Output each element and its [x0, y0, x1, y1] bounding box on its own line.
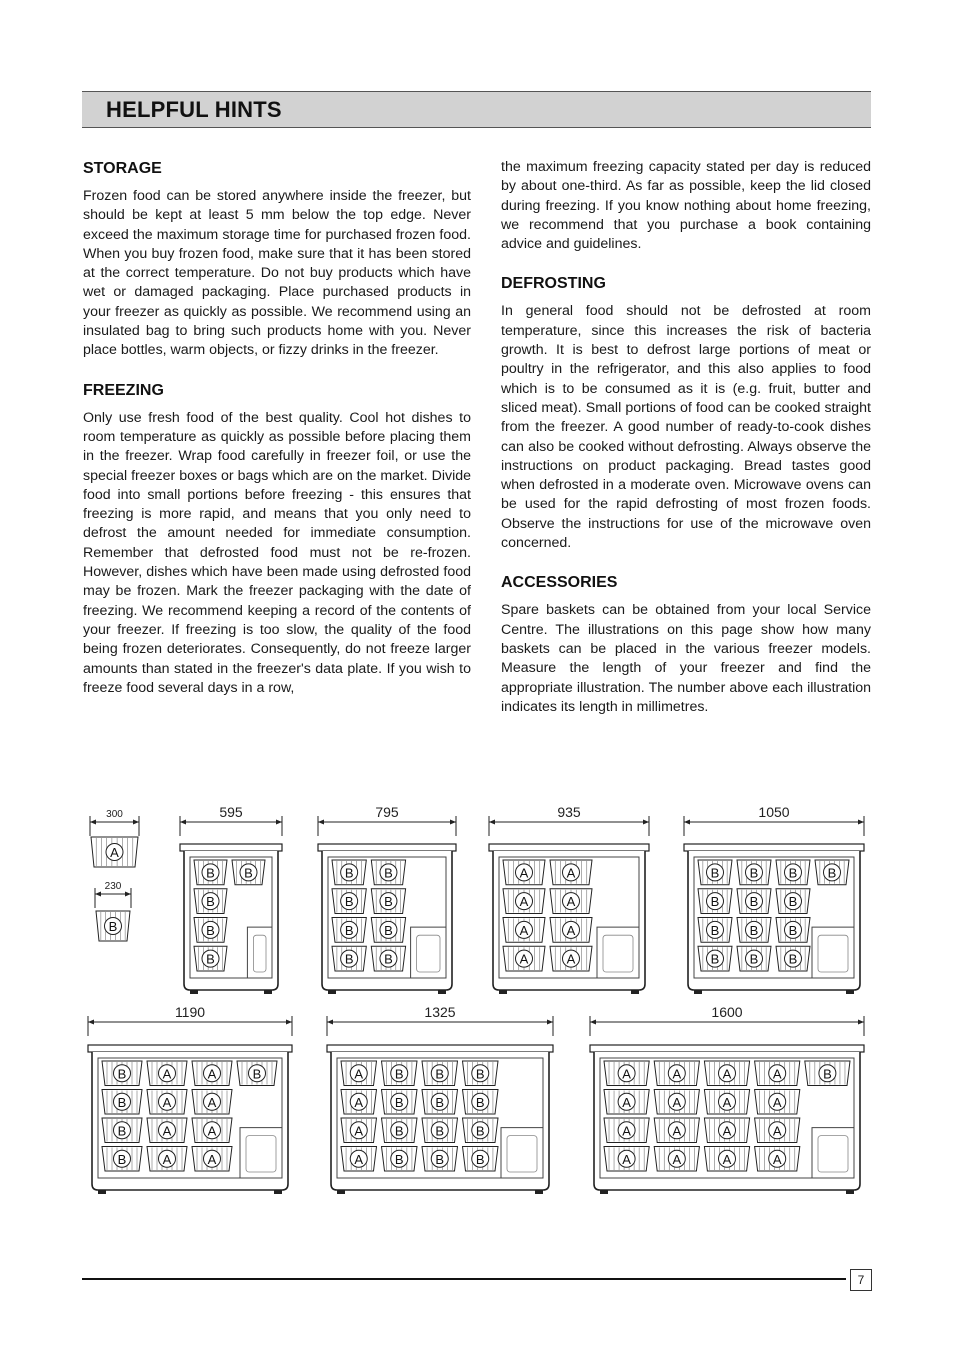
basket-A — [192, 1147, 232, 1172]
dimension-arrow — [858, 1020, 864, 1025]
basket-B — [194, 889, 227, 914]
basket-A — [341, 1090, 377, 1115]
basket-A — [654, 1090, 699, 1115]
basket-B — [805, 1061, 850, 1086]
freezer-length-dimension — [489, 804, 649, 836]
basket-B — [371, 860, 405, 885]
freezer-foot — [600, 1190, 608, 1194]
basket-label: A — [162, 1151, 172, 1167]
dimension-arrow — [327, 1020, 333, 1025]
basket-B — [422, 1090, 458, 1115]
freezer-foot — [535, 1190, 543, 1194]
basket-label: A — [672, 1066, 682, 1082]
basket-label: A — [162, 1066, 172, 1082]
basket-A — [192, 1090, 232, 1115]
basket-B — [382, 1118, 418, 1143]
basket-B — [698, 860, 732, 885]
basket-label: A — [622, 1123, 631, 1139]
freezer-foot — [846, 1190, 854, 1194]
basket-B — [332, 860, 366, 885]
basket-label: A — [672, 1094, 682, 1110]
dimension-arrow — [590, 1020, 596, 1025]
basket-B — [332, 889, 366, 914]
freezer-foot — [631, 990, 639, 994]
defrosting-heading: DEFROSTING — [501, 275, 606, 293]
basket-label: B — [788, 951, 798, 967]
basket-label: B — [117, 1123, 127, 1139]
basket-label: B — [384, 922, 393, 938]
dimension-label: 795 — [375, 804, 399, 820]
basket-label: B — [788, 922, 798, 938]
basket-label: B — [749, 894, 759, 910]
basket-label: A — [162, 1094, 172, 1110]
basket-label: A — [566, 894, 576, 910]
freezer-length-dimension — [318, 804, 456, 836]
basket-A — [755, 1061, 800, 1086]
basket-label: A — [622, 1094, 631, 1110]
dimension-label: 1190 — [174, 1004, 206, 1020]
freezer-lid — [684, 844, 864, 851]
basket-label: A — [519, 922, 529, 938]
basket-A — [654, 1061, 699, 1086]
basket-B — [737, 946, 771, 971]
basket-A — [147, 1090, 187, 1115]
dimension-label: 1600 — [711, 1004, 743, 1020]
basket-label: A — [772, 1066, 782, 1082]
dimension-arrow — [125, 892, 131, 897]
freezer-lid — [590, 1045, 864, 1052]
freezer-foot — [337, 1190, 345, 1194]
basket-label: A — [722, 1151, 732, 1167]
basket-label: B — [117, 1151, 127, 1167]
left-column — [83, 160, 471, 698]
basket-label: A — [110, 845, 119, 860]
basket-label: B — [475, 1123, 485, 1139]
basket-A — [147, 1147, 187, 1172]
basket-label: B — [749, 951, 759, 967]
basket-B — [463, 1061, 499, 1086]
basket-label: A — [354, 1066, 364, 1082]
storage-text: Frozen food can be stored anywhere inside the freezer, but should be kept at least 5 mm below the top edge. Never exceed the maximum storage time for purchased frozen food. When you buy frozen food, make sure that it has been stored at the correct temperature. Do not buy products which have wet or damaged packaging. Place purchased products in your freezer as quickly as possible. We recommend using an insulated bag to bring such products home with you. Never place bottles, warm objects, or fizzy drinks in the freezer. — [83, 188, 471, 359]
basket-A — [550, 889, 592, 914]
basket-label: B — [435, 1123, 445, 1139]
freezer-length-dimension — [327, 1004, 553, 1036]
dimension-label: 595 — [219, 804, 243, 820]
basket-layout-illustrations — [0, 790, 954, 1210]
freezer-lid — [180, 844, 282, 851]
basket-A — [654, 1147, 699, 1172]
basket-label: A — [207, 1123, 217, 1139]
accessories-heading: ACCESSORIES — [501, 574, 618, 592]
basket-label: A — [519, 894, 529, 910]
basket-B — [332, 918, 366, 943]
basket-B — [102, 1090, 142, 1115]
dimension-label: 230 — [104, 881, 122, 892]
basket-A — [604, 1118, 649, 1143]
basket-label: A — [772, 1094, 782, 1110]
basket-B — [463, 1147, 499, 1172]
basket-B — [332, 946, 366, 971]
basket-label: A — [722, 1094, 732, 1110]
freezer-diagrams — [0, 790, 954, 1210]
basket-label: B — [384, 865, 393, 881]
basket-label: B — [384, 951, 393, 967]
basket-A — [550, 860, 592, 885]
basket-A — [550, 918, 592, 943]
basket-B — [371, 946, 405, 971]
dimension-arrow — [286, 1020, 292, 1025]
dimension-arrow — [180, 820, 186, 825]
basket-label: B — [206, 951, 215, 967]
dimension-arrow — [643, 820, 649, 825]
basket-label: A — [207, 1151, 217, 1167]
basket-B — [776, 946, 810, 971]
right-column — [501, 158, 871, 717]
basket-b-width — [95, 881, 131, 908]
basket-label: B — [244, 865, 253, 881]
freezer-lid — [88, 1045, 292, 1052]
basket-A — [147, 1061, 187, 1086]
basket-A — [704, 1118, 749, 1143]
basket-A — [755, 1118, 800, 1143]
basket-label: B — [710, 865, 720, 881]
basket-B — [371, 889, 405, 914]
basket-A — [503, 889, 545, 914]
basket-label: A — [566, 922, 576, 938]
basket-label: B — [108, 919, 118, 934]
basket-label: A — [519, 865, 529, 881]
basket-label: B — [206, 922, 215, 938]
freezing-text: Only use fresh food of the best quality. Cool hot dishes to room temperature as quickly as possible before placing them in the freezer. Wrap food carefully in freezer foil, or use the special freezer boxes or bags which are on the market. Divide food into small portions before freezing - this ensures that freezing is more rapid, and means that you only need to defrost the amount needed for immediate consumption. Remember that defrosted food must not be re-frozen. However, dishes which have been made using defrosted food may be frozen. Mark the freezer packaging with the date of freezing. We recommend keeping a record of the contents of your freezer. If freezing is too slow, the quality of the food being frozen deteriorates. Consequently, do not freeze larger amounts than stated in the freezer's data plate. If you wish to freeze food several days in a row, — [83, 409, 471, 696]
dimension-arrow — [276, 820, 282, 825]
basket-B — [815, 860, 849, 885]
freezing-heading: FREEZING — [83, 381, 164, 399]
basket-a-width — [90, 809, 139, 836]
basket-A — [147, 1118, 187, 1143]
basket-A — [91, 837, 138, 867]
dimension-arrow — [318, 820, 324, 825]
basket-A — [503, 946, 545, 971]
dimension-label: 1050 — [758, 804, 790, 820]
basket-label: B — [435, 1151, 445, 1167]
basket-label: B — [749, 922, 759, 938]
basket-label: A — [162, 1123, 172, 1139]
basket-B — [463, 1118, 499, 1143]
basket-label: B — [823, 1066, 832, 1082]
basket-B — [194, 946, 227, 971]
basket-label: B — [749, 865, 759, 881]
basket-label: B — [710, 951, 720, 967]
basket-label: B — [435, 1066, 445, 1082]
basket-B — [194, 918, 227, 943]
basket-label: B — [344, 865, 354, 881]
freezer-foot — [264, 990, 272, 994]
dimension-arrow — [95, 892, 101, 897]
basket-B — [776, 860, 810, 885]
basket-label: B — [788, 865, 798, 881]
basket-label: B — [827, 865, 837, 881]
dimension-arrow — [90, 820, 96, 825]
basket-label: A — [354, 1094, 364, 1110]
freezer-foot — [694, 990, 702, 994]
freezer-foot — [274, 1190, 282, 1194]
basket-B — [232, 860, 265, 885]
basket-label: A — [672, 1151, 682, 1167]
footer-rule — [82, 1278, 846, 1280]
basket-B — [382, 1147, 418, 1172]
basket-B — [102, 1118, 142, 1143]
basket-label: A — [622, 1151, 631, 1167]
freezer-foot — [98, 1190, 106, 1194]
basket-B — [776, 918, 810, 943]
basket-A — [755, 1090, 800, 1115]
freezer-lid — [318, 844, 456, 851]
storage-heading: STORAGE — [83, 160, 162, 177]
basket-label: A — [772, 1151, 782, 1167]
freezer-length-dimension — [180, 804, 282, 836]
freezer-foot — [846, 990, 854, 994]
basket-A — [604, 1147, 649, 1172]
basket-label: B — [252, 1066, 262, 1082]
basket-label: A — [207, 1066, 217, 1082]
basket-label: B — [394, 1094, 404, 1110]
basket-A — [192, 1118, 232, 1143]
basket-label: A — [354, 1123, 364, 1139]
basket-A — [704, 1090, 749, 1115]
freezer-length-dimension — [684, 804, 864, 836]
basket-label: B — [394, 1066, 404, 1082]
freezer-length-dimension — [590, 1004, 864, 1036]
basket-label: B — [206, 894, 215, 910]
basket-B — [382, 1090, 418, 1115]
basket-label: A — [566, 951, 576, 967]
dimension-arrow — [88, 1020, 94, 1025]
freezer-lid — [327, 1045, 553, 1052]
basket-A — [192, 1061, 232, 1086]
accessories-text: Spare baskets can be obtained from your local Service Centre. The illustrations on this page show how many baskets can be placed in the various freezer models. Measure the length of your freezer and find the appropriate illustration. The number above each illustration indicates its length in millimetres. — [501, 602, 871, 715]
basket-label: B — [394, 1123, 404, 1139]
basket-B — [422, 1147, 458, 1172]
basket-A — [550, 946, 592, 971]
page-title: HELPFUL HINTS — [106, 97, 282, 122]
basket-A — [704, 1147, 749, 1172]
basket-label: A — [722, 1123, 732, 1139]
dimension-arrow — [133, 820, 139, 825]
freezer-lid — [489, 844, 649, 851]
dimension-arrow — [547, 1020, 553, 1025]
basket-label: A — [354, 1151, 364, 1167]
basket-label: B — [206, 865, 215, 881]
basket-A — [341, 1061, 377, 1086]
basket-B — [737, 860, 771, 885]
basket-A — [755, 1147, 800, 1172]
basket-label: B — [344, 922, 354, 938]
basket-label: A — [566, 865, 576, 881]
basket-A — [704, 1061, 749, 1086]
basket-label: A — [622, 1066, 631, 1082]
basket-label: B — [788, 894, 798, 910]
basket-A — [503, 860, 545, 885]
basket-B — [698, 889, 732, 914]
basket-B — [102, 1061, 142, 1086]
basket-label: B — [117, 1094, 127, 1110]
freezer-foot — [438, 990, 446, 994]
defrosting-text: In general food should not be defrosted at room temperature, since this increases the risk of bacteria growth. It is best to defrost large portions of meat or poultry in the refrigerator, and this also applies to food which is to be consumed as it is (e.g. fruit, butter and sliced meat). Small portions of food can be cooked straight from the freezer. A good number of ready-to-cook dishes can also be cooked without defrosting. Always observe the instructions on product packaging. Bread tastes good when defrosted in a moderate oven. Microwave ovens can be used for the rapid defrosting of most frozen foods. Observe the instructions for use of the microwave oven concerned. — [501, 303, 871, 552]
basket-B — [422, 1118, 458, 1143]
basket-B — [102, 1147, 142, 1172]
dimension-arrow — [684, 820, 690, 825]
dimension-label: 1325 — [424, 1004, 456, 1020]
basket-A — [654, 1118, 699, 1143]
basket-label: B — [475, 1094, 485, 1110]
basket-label: A — [672, 1123, 682, 1139]
basket-B — [698, 918, 732, 943]
dimension-arrow — [489, 820, 495, 825]
page-number: 7 — [850, 1269, 872, 1291]
basket-label: B — [344, 894, 354, 910]
basket-label: B — [435, 1094, 445, 1110]
basket-label: B — [117, 1066, 127, 1082]
basket-label: B — [384, 894, 393, 910]
basket-A — [503, 918, 545, 943]
basket-label: A — [519, 951, 529, 967]
basket-B — [737, 889, 771, 914]
basket-label: A — [772, 1123, 782, 1139]
freezer-foot — [328, 990, 336, 994]
basket-A — [341, 1118, 377, 1143]
basket-B — [776, 889, 810, 914]
dimension-arrow — [858, 820, 864, 825]
basket-B — [371, 918, 405, 943]
basket-label: B — [394, 1151, 404, 1167]
basket-B — [237, 1061, 277, 1086]
freezing-text-continued: the maximum freezing capacity stated per day is reduced by about one-third. As far as possible, keep the lid closed during freezing. If you know nothing about home freezing, we recommend that you purchase a book containing advice and guidelines. — [501, 159, 871, 253]
basket-B — [422, 1061, 458, 1086]
basket-A — [341, 1147, 377, 1172]
basket-B — [463, 1090, 499, 1115]
basket-B — [737, 918, 771, 943]
basket-label: B — [475, 1151, 485, 1167]
basket-A — [604, 1061, 649, 1086]
freezer-length-dimension — [88, 1004, 292, 1036]
basket-B — [698, 946, 732, 971]
dimension-label: 935 — [557, 804, 581, 820]
basket-label: A — [722, 1066, 732, 1082]
freezer-foot — [190, 990, 198, 994]
basket-B — [382, 1061, 418, 1086]
dimension-arrow — [450, 820, 456, 825]
basket-label: B — [475, 1066, 485, 1082]
title-banner — [82, 91, 871, 128]
basket-label: B — [344, 951, 354, 967]
basket-label: B — [710, 894, 720, 910]
dimension-label: 300 — [106, 809, 123, 820]
basket-label: B — [710, 922, 720, 938]
basket-B — [194, 860, 227, 885]
basket-B — [96, 911, 130, 941]
basket-A — [604, 1090, 649, 1115]
basket-label: A — [207, 1094, 217, 1110]
freezer-foot — [499, 990, 507, 994]
